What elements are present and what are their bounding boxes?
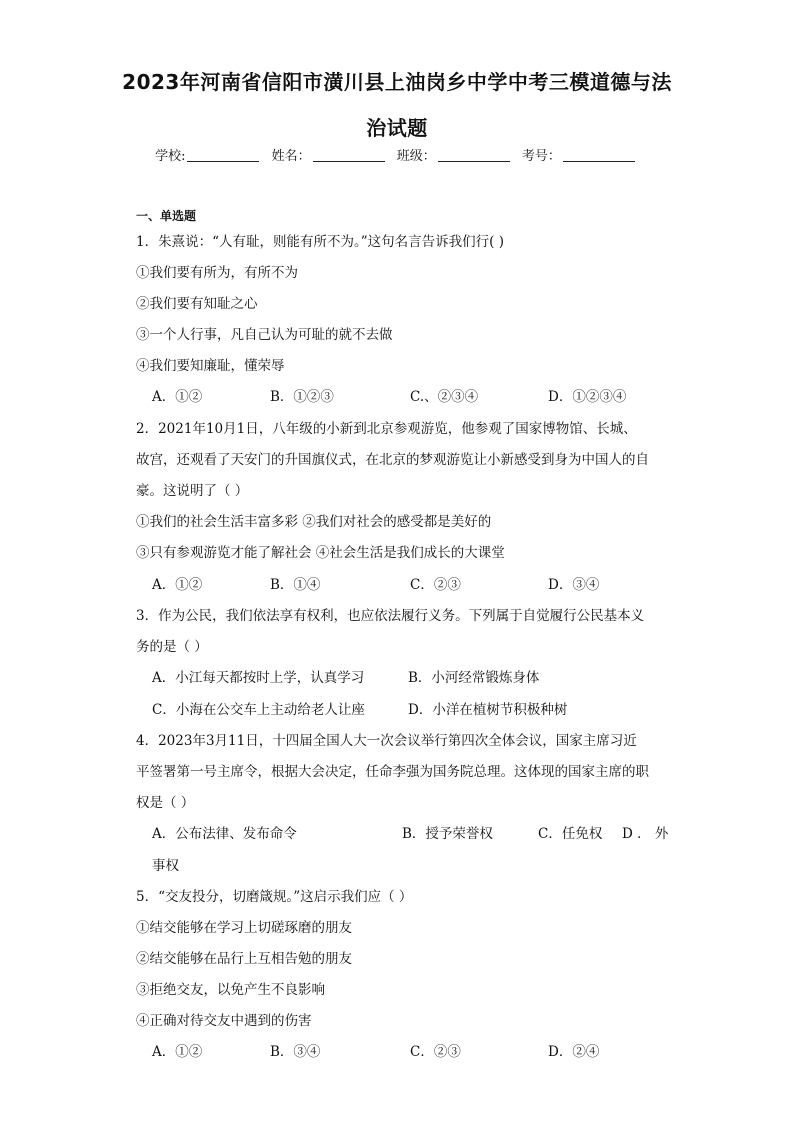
name-blank[interactable] [313, 149, 385, 162]
question-1-stem: 1．朱熹说：“人有耻，则能有所不为。”这句名言告诉我们行( ) [136, 234, 504, 250]
question-1-option-c[interactable]: C.、②③④ [410, 389, 479, 405]
question-5-option-b[interactable]: B．③④ [270, 1044, 321, 1060]
question-1-option-d[interactable]: D．①②③④ [548, 389, 627, 405]
student-info-line [0, 145, 794, 164]
question-1-option-a[interactable]: A．①② [152, 389, 203, 405]
question-4-stem-line1: 4．2023年3月11日，十四届全国人大一次会议举行第四次全体会议，国家主席习近 [136, 733, 637, 749]
question-3-option-b[interactable]: B．小河经常锻炼身体 [408, 670, 540, 686]
question-2-option-a[interactable]: A．①② [152, 577, 203, 593]
class-blank[interactable] [438, 149, 510, 162]
question-5-statement-3: ③拒绝交友，以免产生不良影响 [136, 982, 325, 998]
question-4-stem-line2: 平签署第一号主席令，根据大会决定，任命李强为国务院总理。这体现的国家主席的职 [136, 764, 649, 780]
question-3-stem-line2: 务的是（ ） [136, 639, 208, 655]
school-label: 学校: [155, 149, 186, 164]
question-5-statement-2: ②结交能够在品行上互相告勉的朋友 [136, 951, 352, 967]
question-5-option-a[interactable]: A．①② [152, 1044, 203, 1060]
school-blank[interactable] [187, 149, 259, 162]
question-3-stem-line1: 3．作为公民，我们依法享有权利，也应依法履行义务。下列属于自觉履行公民基本义 [136, 608, 645, 624]
question-1-statement-2: ②我们要有知耻之心 [136, 296, 258, 312]
question-3-option-c[interactable]: C．小海在公交车上主动给老人让座 [152, 702, 365, 718]
class-label: 班级： [396, 149, 436, 164]
question-1-statement-3: ③一个人行事，凡自己认为可耻的就不去做 [136, 327, 393, 343]
exam-no-label: 考号： [521, 149, 561, 164]
question-2-stem-line3: 豪。这说明了（ ） [136, 483, 249, 499]
question-5-statement-1: ①结交能够在学习上切磋琢磨的朋友 [136, 920, 352, 936]
exam-title-line1: 2023年河南省信阳市潢川县上油岗乡中学中考三模道德与法 [122, 70, 672, 94]
exam-no-blank[interactable] [563, 149, 635, 162]
question-4-stem-line3: 权是（ ） [136, 795, 195, 811]
question-1-statement-1: ①我们要有所为，有所不为 [136, 265, 298, 281]
name-label: 姓名： [271, 149, 311, 164]
question-2-stem-line2: 故宫，还观看了天安门的升国旗仪式，在北京的梦观游览让小新感受到身为中国人的自 [136, 452, 649, 468]
question-4-option-d[interactable]: D ． 外 [622, 826, 669, 842]
question-2-statement-2: ③只有参观游览才能了解社会 ④社会生活是我们成长的大课堂 [136, 545, 505, 561]
question-2-statement-1: ①我们的社会生活丰富多彩 ②我们对社会的感受都是美好的 [136, 514, 492, 530]
question-2-option-d[interactable]: D．③④ [548, 577, 600, 593]
question-4-option-a[interactable]: A．公布法律、发布命令 [152, 826, 297, 842]
question-1-statement-4: ④我们要知廉耻，懂荣辱 [136, 358, 285, 374]
section-heading: 一、单选题 [136, 209, 197, 223]
question-4-option-c[interactable]: C．任免权 [538, 826, 603, 842]
question-4-option-b[interactable]: B．授予荣誉权 [402, 826, 493, 842]
question-4-option-d-tail: 事权 [152, 858, 179, 874]
exam-title-line2: 治试题 [366, 116, 428, 140]
question-5-option-c[interactable]: C．②③ [410, 1044, 461, 1060]
question-5-statement-4: ④正确对待交友中遇到的伤害 [136, 1013, 312, 1029]
question-1-option-b[interactable]: B．①②③ [270, 389, 334, 405]
question-5-option-d[interactable]: D．②④ [548, 1044, 600, 1060]
question-2-stem-line1: 2．2021年10月1日，八年级的小新到北京参观游览，他参观了国家博物馆、长城、 [136, 421, 637, 437]
question-5-stem: 5．“交友投分，切磨箴规。”这启示我们应（ ） [136, 889, 413, 905]
question-2-option-b[interactable]: B．①④ [270, 577, 321, 593]
question-3-option-d[interactable]: D．小洋在植树节积极种树 [408, 702, 568, 718]
question-2-option-c[interactable]: C．②③ [410, 577, 461, 593]
question-3-option-a[interactable]: A．小江每天都按时上学，认真学习 [152, 670, 365, 686]
